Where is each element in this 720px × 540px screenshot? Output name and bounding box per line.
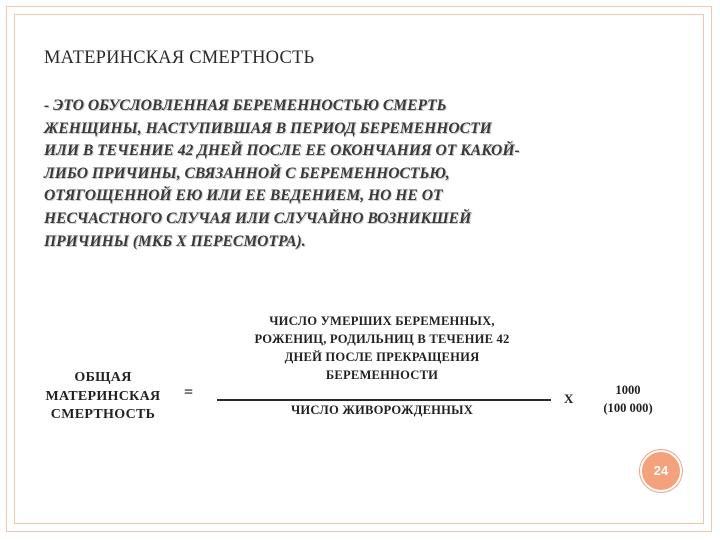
formula-numerator (214, 312, 550, 384)
formula-lhs-line: МАТЕРИНСКАЯ (45, 388, 161, 404)
numerator-line: БЕРЕМЕННОСТИ (325, 368, 439, 382)
equals-sign: = (184, 384, 194, 401)
formula-lhs-label (30, 369, 176, 425)
slide-frame-inner (14, 14, 704, 524)
definition-line: НЕСЧАСТНОГО СЛУЧАЯ ИЛИ СЛУЧАЙНО ВОЗНИКШЕЙ (44, 209, 472, 227)
definition-text (44, 95, 684, 253)
multiplier-line: 1000 (615, 383, 641, 397)
page-number-badge (640, 450, 682, 492)
fraction-line (217, 399, 551, 401)
definition-line: ЛИБО ПРИЧИНЫ, СВЯЗАННОЙ С БЕРЕМЕННОСТЬЮ, (44, 164, 450, 182)
definition-line: ИЛИ В ТЕЧЕНИЕ 42 ДНЕЙ ПОСЛЕ ЕЕ ОКОНЧАНИЯ ОТ КАКОЙ- (44, 142, 520, 160)
slide-title: МАТЕРИНСКАЯ СМЕРТНОСТЬ (44, 48, 315, 68)
numerator-line: ЧИСЛО УМЕРШИХ БЕРЕМЕННЫХ, (269, 314, 495, 328)
multiplier-line: (100 000) (603, 401, 653, 415)
page-number: 24 (653, 463, 669, 478)
numerator-line: ДНЕЙ ПОСЛЕ ПРЕКРАЩЕНИЯ (284, 350, 480, 364)
definition-line: ПРИЧИНЫ (МКБ X ПЕРЕСМОТРА). (44, 232, 306, 250)
formula-lhs-line: СМЕРТНОСТЬ (50, 407, 156, 422)
formula-denominator: ЧИСЛО ЖИВОРОЖДЕННЫХ (290, 403, 474, 417)
formula-multiplier (588, 381, 668, 417)
numerator-line: РОЖЕНИЦ, РОДИЛЬНИЦ В ТЕЧЕНИЕ 42 (254, 332, 510, 346)
formula-lhs-line: ОБЩАЯ (74, 370, 132, 385)
definition-line: - ЭТО ОБУСЛОВЛЕННАЯ БЕРЕМЕННОСТЬЮ СМЕРТЬ (44, 97, 447, 114)
multiply-sign: Х (564, 391, 574, 406)
definition-line: ОТЯГОЩЕННОЙ ЕЮ ИЛИ ЕЕ ВЕДЕНИЕМ, НО НЕ ОТ (44, 187, 443, 205)
definition-line: ЖЕНЩИНЫ, НАСТУПИВШАЯ В ПЕРИОД БЕРЕМЕННОСТИ (44, 119, 492, 137)
